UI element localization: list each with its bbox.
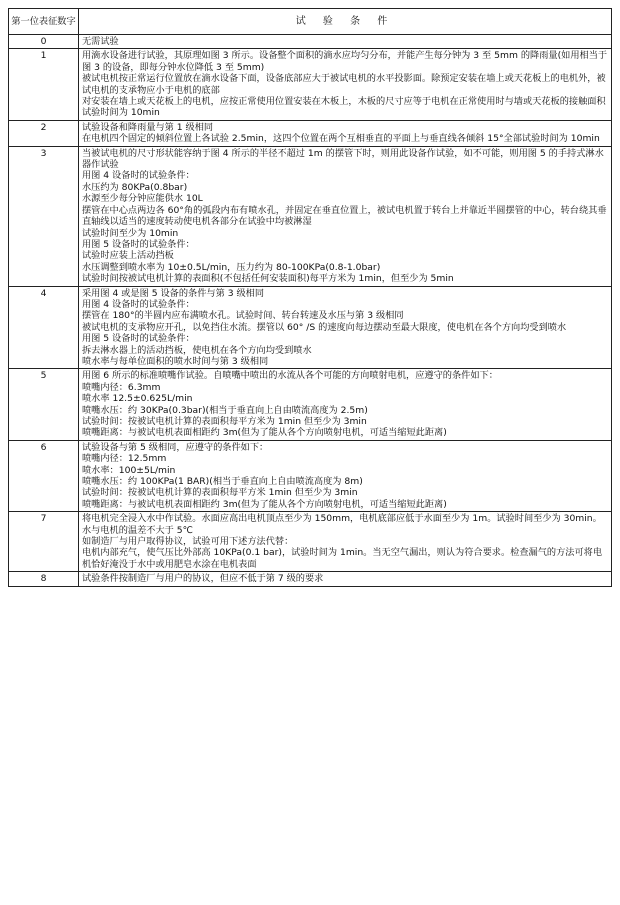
condition-line: 水压调整到喷水率为 10±0.5L/min，压力约为 80-100KPa(0.8-1.0bar) (82, 261, 381, 273)
condition-line: 喷水率 12.5±0.625L/min (82, 393, 193, 405)
condition-line: 试验时间：按被试电机计算的表面积每平方米为 1min 但至少为 3min (82, 416, 367, 427)
condition-line: 电机内部充气，使气压比外部高 10KPa(0.1 bar)，试验时间为 1min。当无空气漏出，则认为符合要求。检查漏气的方法可将电机恰好淹没于水中或用肥皂水涂在电机表面 (82, 547, 603, 570)
row-digit: 0 (9, 35, 79, 49)
condition-line: 试验时间：按被试电机计算的表面积每平方米 1min 但至少为 3min (82, 487, 358, 499)
row-conditions (79, 512, 612, 572)
condition-line: 试验时应装上活动挡板 (82, 250, 174, 262)
condition-line: 喷水率：100±5L/min (82, 464, 176, 476)
condition-line: 试验时间至少为 10min (82, 227, 179, 239)
condition-line: 拆去淋水器上的活动挡板，使电机在各个方向均受到喷水 (82, 344, 312, 356)
condition-line: 试验设备和降雨量与第 1 级相同 (82, 121, 214, 133)
condition-line: 喷嘴内径：6.3mm (82, 381, 161, 393)
header-digit: 第一位表征数字 (9, 9, 79, 35)
table-row (9, 146, 612, 286)
row-conditions (79, 146, 612, 286)
condition-line: 水源至少每分钟应能供水 10L (82, 193, 203, 205)
table-row (9, 120, 612, 146)
condition-line: 被试电机的支承物应开孔，以免挡住水流。摆管以 60° /S 的速度向每边摆动至最大限度，使电机在各个方向均受到喷水 (82, 321, 567, 333)
condition-line: 无需试验 (82, 36, 119, 47)
condition-line: 用图 4 设备时的试验条件： (82, 298, 195, 310)
row-digit: 7 (9, 512, 79, 572)
header-conditions: 试 验 条 件 (79, 9, 612, 35)
condition-line: 试验时间按被试电机计算的表面积(不包括任何安装面积)每平方米为 1min，但至少为 5min (82, 273, 454, 285)
row-conditions (79, 286, 612, 369)
row-digit: 1 (9, 49, 79, 120)
condition-line: 喷嘴距离：与被试电机表面相距约 3m(但为了能从各个方向喷射电机，可适当缩短此距离) (82, 427, 447, 439)
row-conditions (79, 369, 612, 440)
row-conditions (79, 49, 612, 120)
row-conditions (79, 440, 612, 511)
condition-line: 喷嘴水压：约 100KPa(1 BAR)(相当于垂直向上自由喷流高度为 8m) (82, 476, 363, 488)
condition-line: 喷嘴内径：12.5mm (82, 453, 167, 465)
condition-line: 摆管在中心点两边各 60°角的弧段内布有喷水孔，并固定在垂直位置上，被试电机置于转台上并靠近半圆摆管的中心，转台绕其垂直轴线以适当的速度转动使电机各部分在试验中均被淋湿 (82, 204, 607, 228)
row-digit: 3 (9, 146, 79, 286)
condition-line: 喷水率与每单位面积的喷水时间与第 3 级相同 (82, 355, 269, 367)
table-row (9, 572, 612, 586)
row-conditions (79, 572, 612, 586)
condition-line: 试验设备与第 5 级相同，应遵守的条件如下： (82, 441, 269, 453)
condition-line: 被试电机按正常运行位置放在滴水设备下面，设备底部应大于被试电机的水平投影面。除预定安装在墙上或天花板上的电机外，被试电机的支承物应小于电机的底部 (82, 73, 606, 96)
table-row (9, 49, 612, 120)
row-digit: 2 (9, 120, 79, 146)
condition-line: 试验时间为 10min (82, 107, 160, 119)
table-row (9, 440, 612, 511)
row-conditions (79, 120, 612, 146)
condition-line: 试验条件按制造厂与用户的协议，但应不低于第 7 级的要求 (82, 573, 324, 585)
test-conditions-table (8, 8, 612, 587)
table-header-row (9, 9, 612, 35)
condition-line: 采用图 4 或是图 5 设备的条件与第 3 级相同 (82, 287, 265, 299)
condition-line: 喷嘴水压：约 30KPa(0.3bar)(相当于垂直向上自由喷流高度为 2.5m) (82, 404, 368, 416)
condition-line: 如制造厂与用户取得协议，试验可用下述方法代替： (82, 536, 294, 548)
condition-line: 喷嘴距离：与被试电机表面相距约 3m(但为了能从各个方向喷射电机，可适当缩短此距离) (82, 498, 447, 510)
table-row (9, 35, 612, 49)
table-row (9, 369, 612, 440)
row-digit: 8 (9, 572, 79, 586)
condition-line: 用图 6 所示的标准喷嘴作试验。自喷嘴中喷出的水流从各个可能的方向喷射电机，应遵守的条件如下： (82, 370, 498, 382)
table-body (9, 35, 612, 587)
condition-line: 用图 4 设备时的试验条件： (82, 170, 195, 182)
condition-line: 用图 5 设备时的试验条件： (82, 333, 195, 345)
row-digit: 4 (9, 286, 79, 369)
condition-line: 对安装在墙上或天花板上的电机，应按正常使用位置安装在木板上，木板的尺寸应等于电机在正常使用时与墙或天花板的接触面积 (82, 96, 606, 108)
table-row (9, 512, 612, 572)
condition-line: 将电机完全浸入水中作试验。水面应高出电机顶点至少为 150mm，电机底部应低于水面至少为 1m。试验时间至少为 30min。水与电机的温差不大于 5℃ (82, 513, 602, 536)
row-conditions (79, 35, 612, 49)
condition-line: 在电机四个固定的倾斜位置上各试验 2.5min，这四个位置在两个互相垂直的平面上与垂直线各倾斜 15°全部试验时间为 10min (82, 133, 600, 145)
row-digit: 6 (9, 440, 79, 511)
row-digit: 5 (9, 369, 79, 440)
condition-line: 用图 5 设备时的试验条件： (82, 238, 195, 250)
table-row (9, 286, 612, 369)
condition-line: 摆管在 180°的半圆内应布满喷水孔。试验时间、转台转速及水压与第 3 级相同 (82, 310, 404, 322)
condition-line: 当被试电机的尺寸形状能容纳于图 4 所示的半径不超过 1m 的摆管下时，则用此设备作试验，如不可能，则用图 5 的手持式淋水器作试验 (82, 147, 604, 171)
condition-line: 水压约为 80KPa(0.8bar) (82, 181, 188, 193)
condition-line: 用滴水设备进行试验，其原理如图 3 所示。设备整个面积的滴水应均匀分布，并能产生每分钟为 3 至 5mm 的降雨量(如用相当于图 3 的设备，即每分钟水位降低 3 至 5mm) (82, 50, 608, 73)
